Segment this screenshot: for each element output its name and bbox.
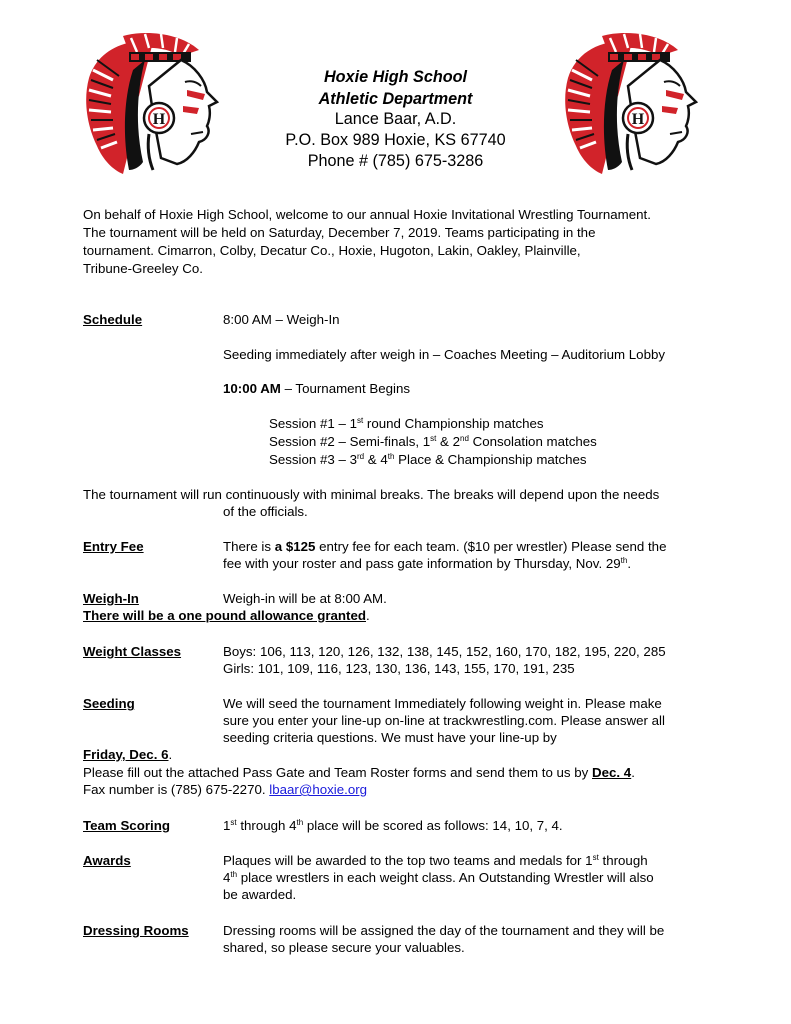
mailing-address: P.O. Box 989 Hoxie, KS 67740 bbox=[285, 131, 506, 149]
school-name: Hoxie High School bbox=[323, 68, 467, 86]
session-1: Session #1 – 1st round Championship matches bbox=[269, 416, 544, 431]
awards-line: Plaques will be awarded to the top two teams and medals for 1st through bbox=[223, 853, 648, 868]
intro-line: On behalf of Hoxie High School, welcome to our annual Hoxie Invitational Wrestling Tournament. bbox=[83, 207, 651, 222]
schedule-note-cont: of the officials. bbox=[223, 504, 308, 519]
intro-line: tournament. Cimarron, Colby, Decatur Co., Hoxie, Hugoton, Lakin, Oakley, Plainville, bbox=[83, 243, 581, 258]
awards-label: Awards bbox=[83, 853, 131, 868]
boys-weights: Boys: 106, 113, 120, 126, 132, 138, 145, 152, 160, 170, 182, 195, 220, 285 bbox=[223, 644, 666, 659]
weight-classes-label: Weight Classes bbox=[83, 644, 182, 659]
entry-fee-label: Entry Fee bbox=[83, 539, 144, 554]
seeding-line: sure you enter your line-up on-line at trackwrestling.com. Please answer all bbox=[223, 713, 665, 728]
lineup-deadline: Friday, Dec. 6. bbox=[83, 747, 173, 762]
email-link[interactable]: lbaar@hoxie.org bbox=[269, 782, 368, 797]
girls-weights: Girls: 101, 109, 116, 123, 130, 136, 143, 155, 170, 191, 235 bbox=[223, 661, 575, 676]
schedule-seeding: Seeding immediately after weigh in – Coaches Meeting – Auditorium Lobby bbox=[223, 347, 666, 362]
dressing-rooms-label: Dressing Rooms bbox=[83, 923, 189, 938]
session-3: Session #3 – 3rd & 4th Place & Championship matches bbox=[269, 452, 587, 467]
svg-text:H: H bbox=[152, 111, 166, 128]
awards-line: be awarded. bbox=[223, 887, 297, 902]
schedule-note: The tournament will run continuously with minimal breaks. The breaks will depend upon the needs bbox=[83, 487, 660, 502]
seeding-line: We will seed the tournament Immediately following weight in. Please make bbox=[223, 696, 662, 711]
phone-number: Phone # (785) 675-3286 bbox=[307, 152, 484, 170]
entry-fee-text: There is a $125 entry fee for each team. ($10 per wrestler) Please send the bbox=[223, 539, 667, 554]
weigh-in-label: Weigh-In bbox=[83, 591, 139, 606]
dressing-rooms-line: shared, so please secure your valuables. bbox=[223, 940, 465, 955]
team-scoring-label: Team Scoring bbox=[83, 818, 170, 833]
awards-line: 4th place wrestlers in each weight class. An Outstanding Wrestler will also bbox=[223, 870, 654, 885]
department-name: Athletic Department bbox=[318, 90, 473, 108]
entry-fee-amount: a $125 bbox=[274, 539, 316, 554]
team-scoring-text: 1st through 4th place will be scored as follows: 14, 10, 7, 4. bbox=[223, 818, 563, 833]
forms-deadline: Dec. 4 bbox=[592, 765, 632, 780]
seeding-line: seeding criteria questions. We must have your line-up by bbox=[223, 730, 557, 745]
schedule-weigh-in: 8:00 AM – Weigh-In bbox=[223, 312, 340, 327]
intro-paragraph bbox=[83, 206, 723, 278]
dressing-rooms-line: Dressing rooms will be assigned the day of the tournament and they will be bbox=[223, 923, 665, 938]
session-2: Session #2 – Semi-finals, 1st & 2nd Consolation matches bbox=[269, 434, 597, 449]
weight-allowance: There will be a one pound allowance granted. bbox=[83, 608, 370, 623]
intro-line: The tournament will be held on Saturday, December 7, 2019. Teams participating in the bbox=[83, 225, 596, 240]
entry-fee-text-cont: fee with your roster and pass gate information by Thursday, Nov. 29th. bbox=[223, 556, 632, 571]
begin-time: 10:00 AM bbox=[223, 381, 281, 396]
athletic-director: Lance Baar, A.D. bbox=[334, 110, 457, 128]
fax-line: Fax number is (785) 675-2270. lbaar@hoxie.org bbox=[83, 782, 368, 797]
seeding-label: Seeding bbox=[83, 696, 135, 711]
svg-text:H: H bbox=[631, 111, 645, 128]
intro-line: Tribune-Greeley Co. bbox=[83, 261, 203, 276]
forms-instructions: Please fill out the attached Pass Gate and Team Roster forms and send them to us by Dec. 4. bbox=[83, 765, 635, 780]
weigh-in-text: Weigh-in will be at 8:00 AM. bbox=[223, 591, 387, 606]
schedule-label: Schedule bbox=[83, 312, 143, 327]
schedule-tournament-begins: 10:00 AM – Tournament Begins bbox=[223, 381, 411, 396]
